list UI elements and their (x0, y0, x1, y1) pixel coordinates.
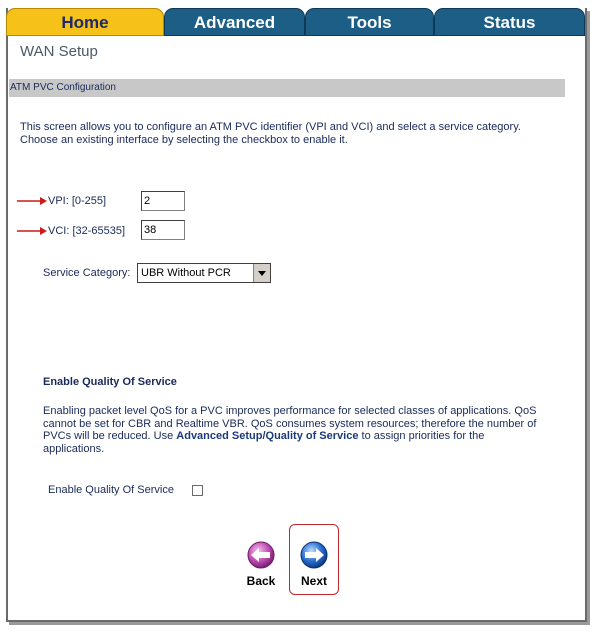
section-header: ATM PVC Configuration (9, 79, 565, 97)
vpi-label: VPI: [0-255] (48, 195, 107, 207)
red-arrow-icon (16, 196, 48, 206)
next-label: Next (300, 574, 327, 588)
qos-checkbox[interactable] (192, 485, 203, 496)
vci-input[interactable] (141, 220, 185, 240)
chevron-down-icon[interactable] (253, 264, 270, 282)
next-button[interactable] (289, 524, 339, 595)
top-nav-tabs (6, 8, 587, 36)
page-title: WAN Setup (20, 43, 98, 60)
service-category-value: UBR Without PCR (141, 267, 231, 279)
tab-home[interactable]: Home (6, 8, 164, 36)
page-description: This screen allows you to configure an ATM PVC identifier (VPI and VCI) and select a service category. Choose an existing interface by selecting the checkbox to enable it. (20, 121, 521, 146)
next-arrow-icon (297, 540, 331, 570)
qos-checkbox-label: Enable Quality Of Service (48, 484, 174, 496)
qos-settings-link[interactable]: Advanced Setup/Quality of Service (176, 430, 359, 442)
qos-heading: Enable Quality Of Service (43, 376, 177, 388)
vci-label: VCI: [32-65535] (48, 225, 126, 237)
tab-tools[interactable]: Tools (305, 8, 434, 36)
back-arrow-icon (244, 540, 278, 570)
tab-status[interactable]: Status (434, 8, 585, 36)
tab-advanced[interactable]: Advanced (164, 8, 305, 36)
red-arrow-icon (16, 226, 48, 236)
vpi-input[interactable] (141, 191, 185, 211)
back-label: Back (246, 574, 276, 588)
qos-description: Enabling packet level QoS for a PVC improves performance for selected classes of applications. QoS cannot be set for CBR and Realtime VBR. QoS consumes system resources; therefore the number of PVCs will be reduced. Use Advanced Setup/Quality of Service to assign priorities for the applications. (43, 405, 537, 455)
back-button[interactable] (243, 540, 279, 588)
service-category-select[interactable] (137, 263, 271, 283)
service-category-label: Service Category: (43, 267, 131, 279)
